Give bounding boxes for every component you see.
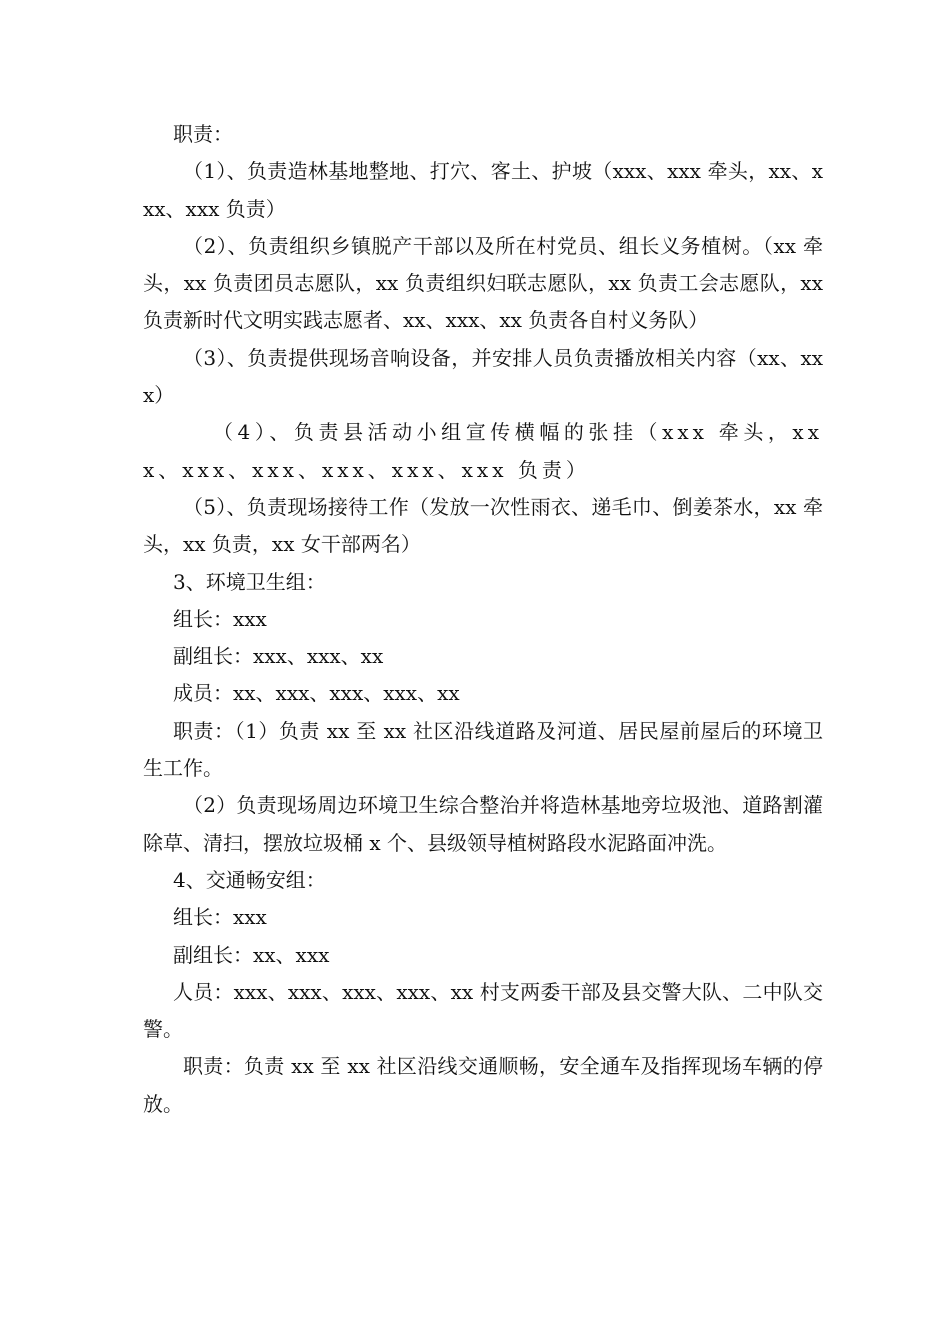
traffic-deputy-leader: 副组长：xx、xxx bbox=[173, 942, 330, 967]
traffic-personnel: 人员：xxx、xxx、xxx、xxx、xx 村支两委干部及县交警大队、二中队交警。 bbox=[143, 979, 823, 1042]
section-heading-traffic: 4、交通畅安组： bbox=[173, 867, 326, 892]
duties-heading: 职责： bbox=[173, 122, 233, 146]
duty-item-5: （5）、负责现场接待工作（发放一次性雨衣、递毛巾、倒姜茶水，xx 牵头，xx 负责，xx 女干部两名） bbox=[143, 494, 823, 557]
traffic-leader: 组长：xxx bbox=[173, 905, 267, 930]
duty-item-3: （3）、负责提供现场音响设备，并安排人员负责播放相关内容（xx、xxx） bbox=[143, 345, 823, 408]
document-body bbox=[143, 116, 823, 1123]
sanitation-leader: 组长：xxx bbox=[173, 606, 267, 631]
sanitation-duty-2: （2）负责现场周边环境卫生综合整治并将造林基地旁垃圾池、道路割灌除草、清扫，摆放垃圾桶 x 个、县级领导植树路段水泥路面冲洗。 bbox=[143, 793, 823, 855]
sanitation-duty-1: 职责：（1）负责 xx 至 xx 社区沿线道路及河道、居民屋前屋后的环境卫生工作。 bbox=[143, 718, 823, 781]
traffic-duty: 职责：负责 xx 至 xx 社区沿线交通顺畅，安全通车及指挥现场车辆的停放。 bbox=[143, 1054, 823, 1116]
duty-item-4: （4）、负责县活动小组宣传横幅的张挂（xxx 牵头，xxx、xxx、xxx、xxx、xxx、xxx 负责） bbox=[143, 420, 823, 482]
duty-item-2: （2）、负责组织乡镇脱产干部以及所在村党员、组长义务植树。（xx 牵头，xx 负责团员志愿队，xx 负责组织妇联志愿队，xx 负责工会志愿队，xx 负责新时代文明实践志愿者、xx、xxx、xx 负责各自村义务队） bbox=[143, 233, 823, 333]
section-heading-sanitation: 3、环境卫生组： bbox=[173, 569, 326, 594]
duty-item-1: （1）、负责造林基地整地、打穴、客土、护坡（xxx、xxx 牵头，xx、xxx、xxx 负责） bbox=[143, 159, 823, 221]
sanitation-deputy-leader: 副组长：xxx、xxx、xx bbox=[173, 644, 384, 669]
sanitation-members: 成员：xx、xxx、xxx、xxx、xx bbox=[173, 681, 460, 706]
